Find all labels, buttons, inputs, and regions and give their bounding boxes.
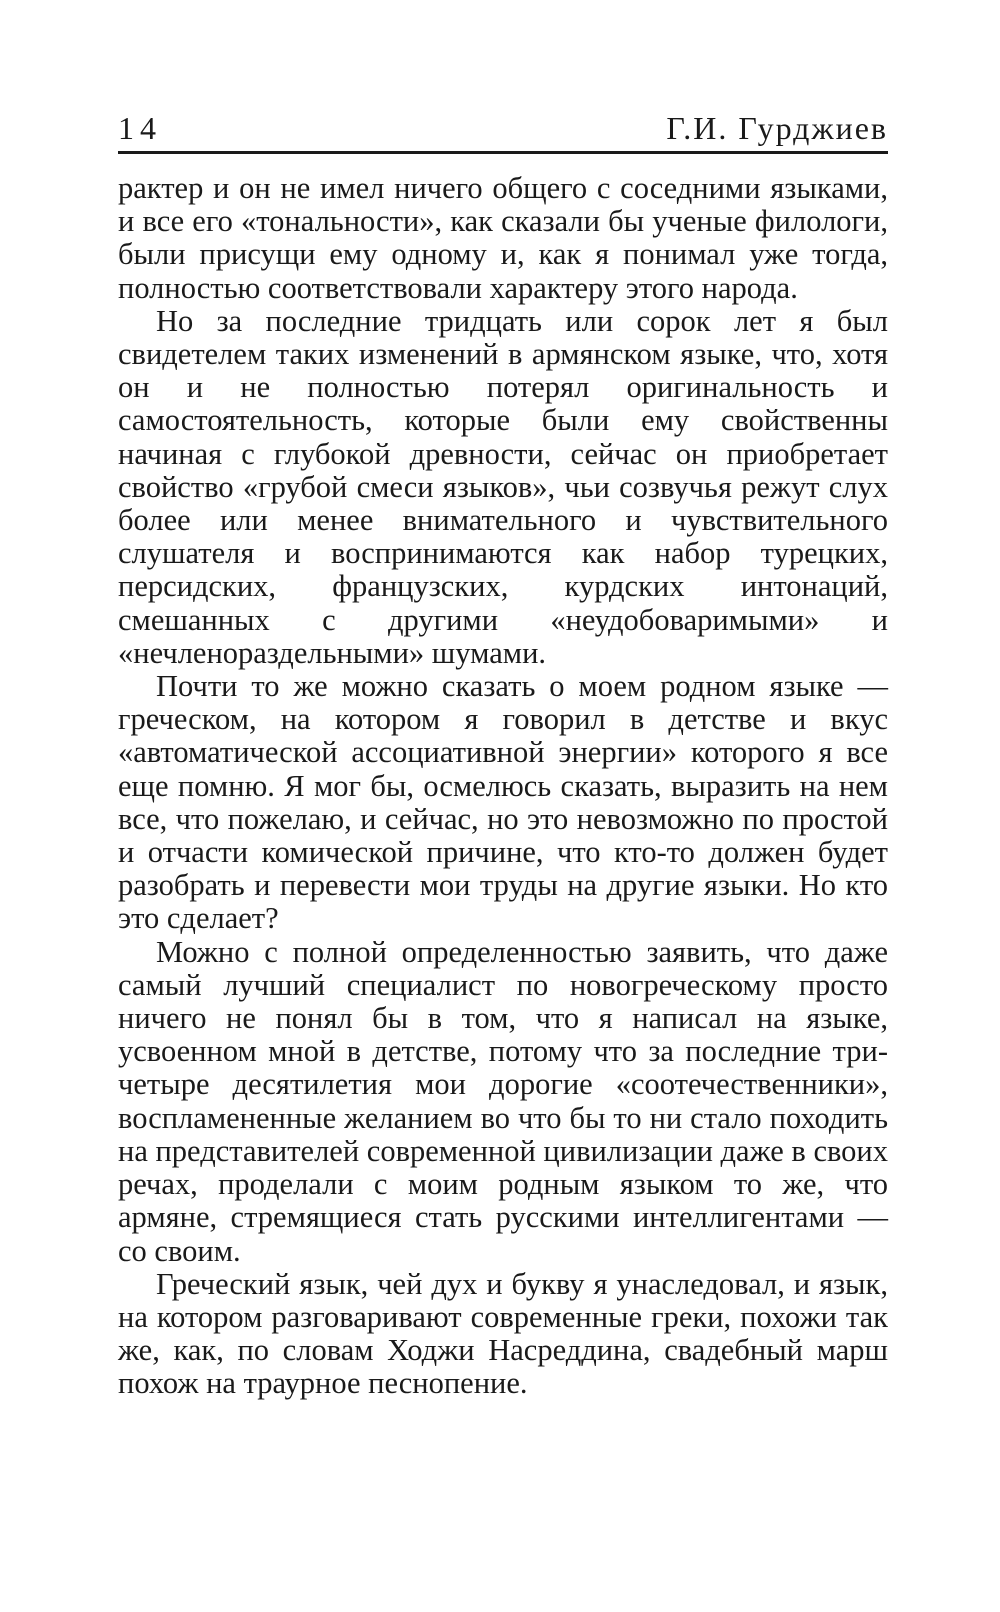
- paragraph-1: рактер и он не имел ничего общего с соседними языками, и все его «тональности», как сказали бы ученые филологи, были присущи ему одному и, как я понимал уже тогда, полностью соответствовали характеру этого народа.: [118, 171, 888, 305]
- paragraph-3: Почти то же можно сказать о моем родном языке — греческом, на котором я говорил в детстве и вкус «автоматической ассоциативной энергии» которого я все еще помню. Я мог бы, осмелюсь сказать, выразить на нем все, что пожелаю, и сейчас, но это невозможно по простой и отчасти комической причине, что кто-то должен будет разобрать и перевести мои труды на другие языки. Но кто это сделает?: [118, 669, 888, 936]
- running-head-author: Г.И. Гурджиев: [666, 110, 888, 146]
- page-number: 14: [118, 110, 162, 146]
- body-text: [118, 172, 888, 1401]
- running-head: [118, 112, 888, 151]
- book-page: [118, 112, 888, 1401]
- paragraph-4: Можно с полной определенностью заявить, что даже самый лучший специалист по новогреческому просто ничего не понял бы в том, что я написал на языке, усвоенном мной в детстве, потому что за последние три-четыре десятилетия мои дорогие «соотечественники», воспламененные желанием во что бы то ни стало походить на представителей современной цивилизации даже в своих речах, проделали с моим родным языком то же, что армяне, стремящиеся стать русскими интеллигентами — со своим.: [118, 934, 888, 1268]
- header-rule: [118, 151, 888, 154]
- paragraph-2: Но за последние тридцать или сорок лет я был свидетелем таких изменений в армянском языке, что, хотя он и не полностью потерял оригинальность и самостоятельность, которые были ему свойственны начиная с глубокой древности, сейчас он приобретает свойство «грубой смеси языков», чьи созвучья режут слух более или менее внимательного и чувствительного слушателя и воспринимаются как набор турецких, персидских, французских, курдских интонаций, смешанных с другими «неудобоваримыми» и «нечленораздельными» шумами.: [118, 303, 888, 670]
- paragraph-5: Греческий язык, чей дух и букву я унаследовал, и язык, на котором разговаривают современные греки, похожи так же, как, по словам Ходжи Насреддина, свадебный марш похож на траурное песнопение.: [118, 1266, 888, 1401]
